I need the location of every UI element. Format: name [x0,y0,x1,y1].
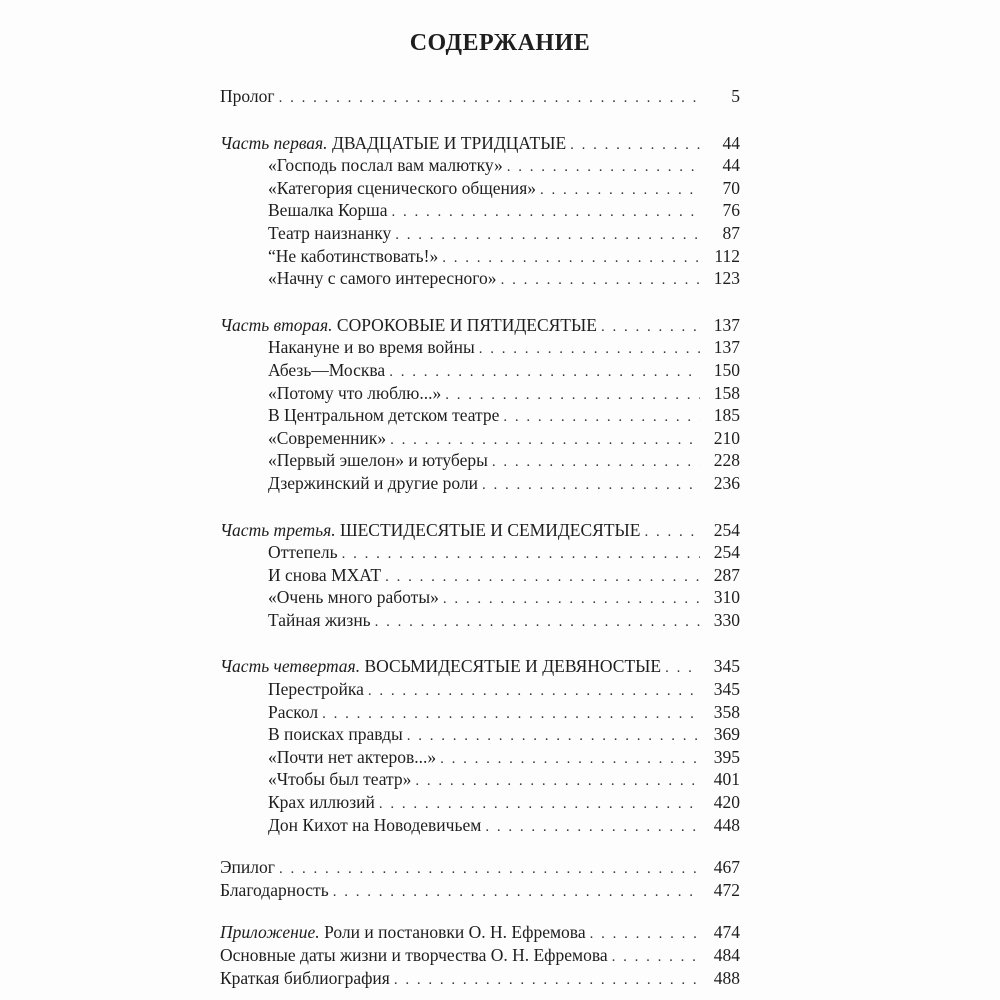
part-prefix: Часть вторая. [220,314,333,335]
toc-entry [220,768,740,791]
page-number: 112 [714,245,740,266]
entry-label: «Очень много работы» [268,587,439,608]
dot-leader [570,134,700,157]
entry-label: Накануне и во время войны [268,337,475,358]
toc-entry [220,609,740,632]
part-prefix: Часть первая. [220,132,328,153]
page-number: 420 [713,792,740,813]
page-number: 401 [713,769,740,790]
toc-entry-epilogue [220,856,740,879]
toc-entry [220,199,740,222]
entry-label: «Чтобы был театр» [268,769,412,790]
part-title: ДВАДЦАТЫЕ И ТРИДЦАТЫЕ [331,132,567,153]
page-number: 345 [713,679,740,700]
toc-entry [220,382,740,405]
dot-leader [395,224,700,247]
page-number: 448 [713,814,740,835]
entry-label: Дзержинский и другие роли [268,472,478,493]
toc-entry [220,154,740,177]
entry-label: Абезь—Москва [268,359,386,380]
dot-leader [645,521,701,544]
appendix-prefix: Приложение. [220,922,320,943]
entry-label: «Потому что люблю...» [268,382,442,403]
toc-entry [220,723,740,746]
toc-entry-thanks [220,879,740,902]
dot-leader [440,748,700,771]
entry-label: Благодарность [220,879,329,900]
dot-leader [375,611,700,634]
part-title: СОРОКОВЫЕ И ПЯТИДЕСЯТЫЕ [336,314,597,335]
entry-label: В поисках правды [268,724,403,745]
page-number: 158 [713,382,740,403]
page-number: 254 [713,519,740,540]
dot-leader [390,429,700,452]
entry-label: Тайная жизнь [268,609,371,630]
toc-entry [220,678,740,701]
page-number: 488 [713,967,740,988]
entry-label: Эпилог [220,857,275,878]
toc-entry [220,791,740,814]
entry-label: Оттепель [268,542,338,563]
toc-entry [220,449,740,472]
toc-entry [220,701,740,724]
toc-entry [220,177,740,200]
dot-leader [385,566,700,589]
dot-leader [342,543,700,566]
toc-entry [220,359,740,382]
dot-leader [503,406,700,429]
toc-entry-dates [220,944,740,967]
page-number: 236 [713,472,740,493]
dot-leader [590,923,700,946]
dot-leader [322,703,700,726]
dot-leader [442,247,700,270]
entry-label: “Не каботинствовать!» [268,245,439,266]
entry-label: Пролог [220,86,275,106]
page-number: 467 [713,857,740,878]
page-title: СОДЕРЖАНИЕ [409,30,591,56]
dot-leader [479,338,700,361]
toc-part-heading [220,519,740,542]
page-number: 358 [713,701,740,722]
dot-leader [492,451,700,474]
page-number: 44 [722,132,740,153]
dot-leader [601,316,700,339]
toc-entry [220,245,740,268]
toc-entry-bibliography [220,967,740,990]
table-of-contents [220,85,740,989]
dot-leader [279,858,700,881]
page-number: 137 [713,314,740,335]
page-number: 254 [713,542,740,563]
part-title: ВОСЬМИДЕСЯТЫЕ И ДЕВЯНОСТЫЕ [364,656,662,677]
entry-label: Основные даты жизни и творчества О. Н. Ефремова [220,945,608,965]
toc-entry [220,336,740,359]
entry-label: Краткая библиография [220,967,390,988]
toc-entry [220,427,740,450]
dot-leader [392,201,701,224]
dot-leader [507,156,700,179]
entry-label: Театр наизнанку [268,222,392,243]
page-number: 70 [722,177,740,198]
entry-label: Дон Кихот на Новодевичьем [268,814,482,835]
page-number: 123 [713,268,740,289]
toc-part-heading [220,655,740,678]
part-prefix: Часть четвертая. [220,656,361,677]
entry-label: «Первый эшелон» и ютуберы [268,450,488,471]
entry-label: Перестройка [268,679,364,700]
page-number: 287 [713,564,740,585]
dot-leader [368,680,700,703]
toc-entry [220,746,740,769]
page-number: 5 [731,86,740,106]
page-number: 137 [713,337,740,358]
part-title: ШЕСТИДЕСЯТЫЕ И СЕМИДЕСЯТЫЕ [339,519,641,540]
toc-entry [220,472,740,495]
dot-leader [394,969,700,992]
toc-entry [220,267,740,290]
page-number: 345 [713,656,740,677]
toc-entry [220,814,740,837]
dot-leader [333,881,700,904]
page-number: 228 [713,450,740,471]
dot-leader [540,179,700,202]
page-number: 330 [713,609,740,630]
toc-entry [220,586,740,609]
entry-label: Роли и постановки О. Н. Ефремова [324,922,586,943]
entry-label: Крах иллюзий [268,792,375,813]
dot-leader [501,269,700,292]
dot-leader [379,793,700,816]
page-number: 474 [713,922,740,943]
toc-entry-appendix [220,921,740,944]
part-prefix: Часть третья. [220,519,336,540]
page-number: 310 [713,587,740,608]
entry-label: «Категория сценического общения» [268,177,537,198]
dot-leader [445,384,700,407]
dot-leader [612,946,700,969]
dot-leader [407,725,700,748]
entry-label: «Современник» [268,427,387,448]
page-number: 472 [713,879,740,900]
toc-part-heading [220,132,740,155]
page-number: 87 [722,222,740,243]
entry-label: Вешалка Корша [268,200,388,221]
entry-label: «Господь послал вам малютку» [268,155,503,176]
page-number: 76 [722,200,740,221]
entry-label: «Почти нет актеров...» [268,746,437,767]
dot-leader [443,588,700,611]
page-number: 395 [713,746,740,767]
page-number: 150 [713,359,740,380]
entry-label: В Центральном детском театре [268,405,500,426]
page-number: 44 [722,155,740,176]
dot-leader [389,361,700,384]
page-number: 369 [713,724,740,745]
page-number: 484 [713,945,740,965]
page-number: 210 [713,427,740,448]
entry-label: И снова МХАТ [268,564,382,585]
page-number: 185 [713,405,740,426]
dot-leader [485,816,700,839]
entry-label: Раскол [268,701,319,722]
toc-entry-prologue [220,85,740,108]
toc-entry [220,222,740,245]
dot-leader [415,770,700,793]
toc-part-heading [220,314,740,337]
toc-entry [220,541,740,564]
toc-entry [220,404,740,427]
toc-entry [220,564,740,587]
dot-leader [665,657,700,680]
dot-leader [482,474,700,497]
dot-leader [279,87,700,110]
entry-label: «Начну с самого интересного» [268,268,497,289]
